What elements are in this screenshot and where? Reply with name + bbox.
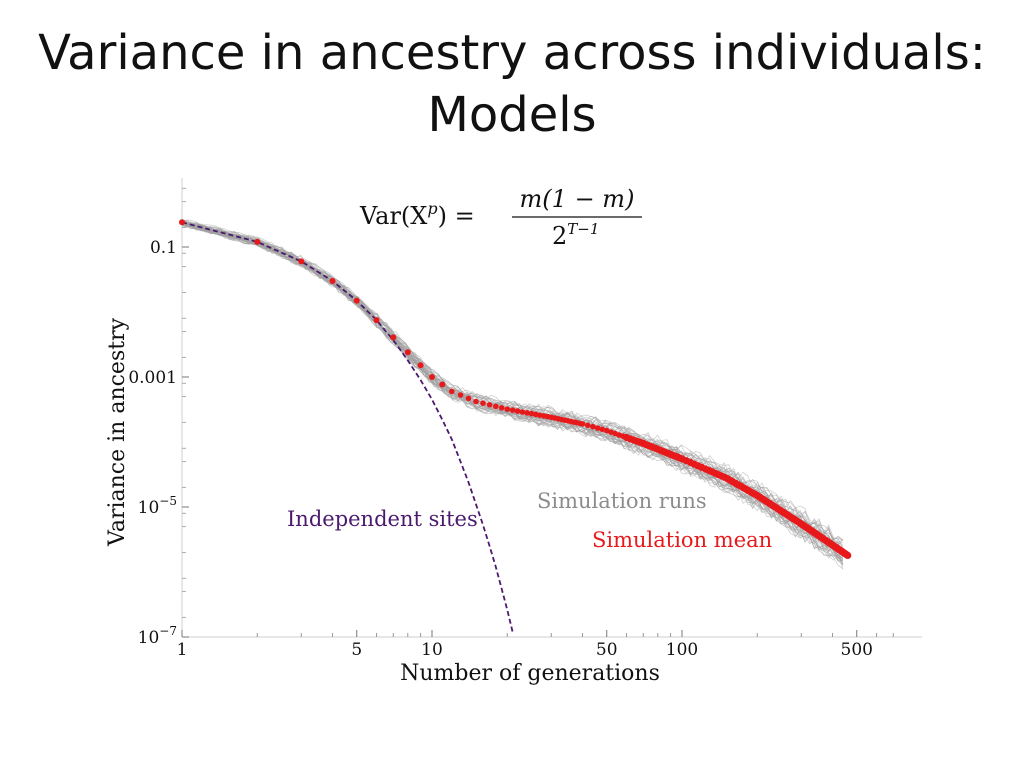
simulation-run-line (182, 223, 843, 558)
simulation-run-line (182, 223, 843, 557)
simulation-mean-point (179, 219, 185, 225)
simulation-run-line (182, 220, 843, 541)
simulation-mean-point (515, 408, 521, 414)
simulation-run-line (182, 220, 843, 550)
simulation-run-line (182, 225, 843, 564)
title-line-2: Models (427, 87, 597, 143)
simulation-run-line (182, 222, 843, 555)
simulation-run-line (182, 224, 843, 564)
simulation-mean-point (429, 374, 435, 380)
formula (359, 185, 642, 250)
y-tick-label: 0.001 (128, 368, 177, 388)
simulation-mean-point (405, 349, 411, 355)
formula-lhs: $Var(X^p)$ = (360, 199, 475, 230)
simulation-mean-point (493, 404, 499, 410)
simulation-mean-point (449, 389, 455, 395)
simulation-mean-point (844, 552, 851, 559)
annotation-independent-sites: Independent sites (287, 507, 478, 531)
simulation-mean-point (505, 406, 511, 412)
simulation-mean-point (254, 239, 260, 245)
simulation-run-line (182, 226, 843, 566)
simulation-run-line (182, 224, 843, 561)
formula-numerator: m(1 − m) (519, 185, 635, 213)
x-tick-label: 50 (595, 640, 618, 660)
annotation-simulation-runs: Simulation runs (537, 489, 707, 513)
y-tick-label: $10^{-5}$ (137, 494, 177, 518)
simulation-mean-dots (179, 219, 851, 559)
simulation-run-line (182, 224, 843, 570)
simulation-run-line (182, 221, 843, 554)
title-line-1: Variance in ancestry across individuals: (38, 25, 986, 81)
simulation-mean-point (487, 402, 493, 408)
y-tick-label: 0.1 (149, 238, 177, 258)
simulation-mean-point (510, 407, 516, 413)
y-axis-label: Variance in ancestry (105, 317, 130, 547)
simulation-mean-point (390, 334, 396, 340)
simulation-run-line (182, 221, 843, 549)
simulation-mean-point (480, 400, 486, 406)
simulation-mean-point (354, 298, 360, 304)
simulation-run-line (182, 222, 843, 555)
simulation-mean-point (330, 278, 336, 284)
independent-sites-line (182, 222, 513, 632)
x-tick-label: 500 (840, 640, 873, 660)
simulation-run-line (182, 224, 843, 562)
axis-ticks (128, 188, 893, 660)
simulation-run-line (182, 223, 843, 560)
simulation-mean-point (499, 405, 505, 411)
simulation-run-line (182, 224, 843, 556)
simulation-run-line (182, 222, 843, 556)
simulation-mean-point (585, 423, 591, 429)
simulation-mean-point (374, 317, 380, 323)
simulation-run-line (182, 225, 843, 562)
simulation-mean-point (580, 421, 586, 427)
simulation-mean-point (590, 424, 596, 430)
simulation-run-line (182, 222, 843, 563)
x-tick-label: 1 (176, 640, 188, 660)
x-tick-label: 10 (421, 640, 443, 660)
x-axis-label: Number of generations (400, 661, 660, 686)
simulation-run-line (182, 223, 843, 561)
simulation-mean-point (439, 382, 445, 388)
simulation-run-line (182, 223, 843, 555)
simulation-run-line (182, 223, 843, 565)
simulation-mean-point (458, 392, 464, 398)
simulation-run-line (182, 224, 843, 568)
simulation-run-line (182, 225, 843, 561)
annotation-simulation-mean: Simulation mean (592, 528, 773, 552)
series-lines (182, 222, 513, 632)
x-tick-label: 100 (665, 640, 699, 660)
y-tick-label: $10^{-7}$ (137, 624, 177, 648)
simulation-runs-band (182, 220, 843, 570)
simulation-run-line (182, 225, 843, 558)
simulation-mean-point (418, 362, 424, 368)
simulation-mean-point (466, 396, 472, 402)
simulation-run-line (182, 222, 843, 554)
x-tick-label: 5 (351, 640, 363, 660)
simulation-run-line (182, 221, 843, 557)
formula-denominator: $2^{T-1}$ (552, 220, 600, 250)
simulation-mean-point (520, 409, 526, 415)
simulation-mean-point (473, 399, 479, 405)
simulation-run-line (182, 222, 843, 558)
simulation-run-line (182, 225, 843, 565)
simulation-mean-point (298, 258, 304, 264)
simulation-run-line (182, 223, 843, 558)
